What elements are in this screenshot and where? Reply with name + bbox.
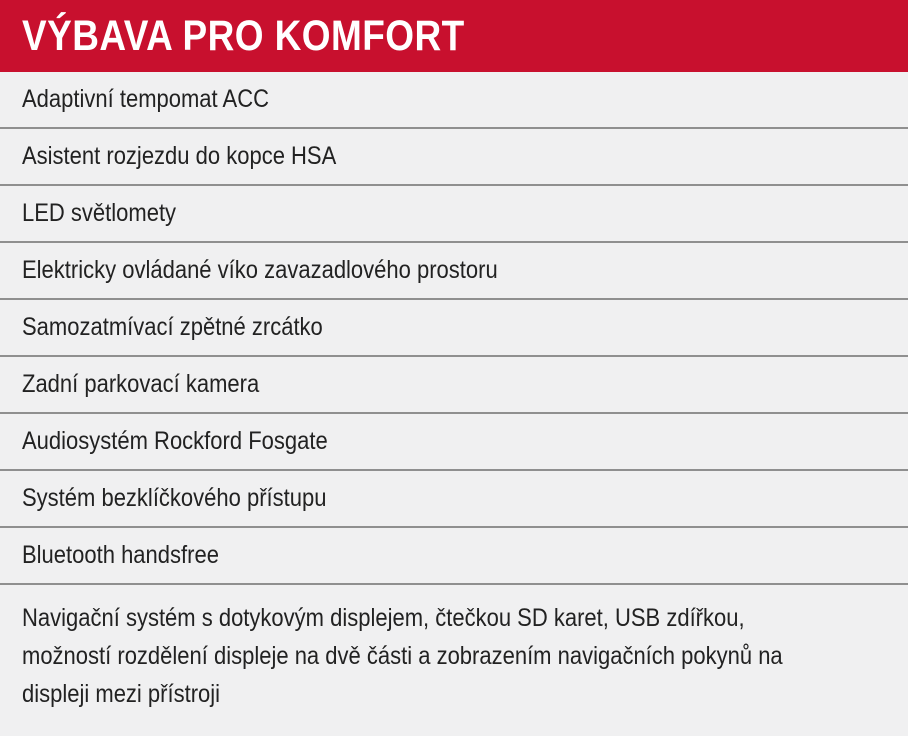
list-item — [0, 357, 908, 414]
equipment-list — [0, 72, 908, 713]
list-item-label: Systém bezklíčkového přístupu — [22, 484, 327, 512]
list-item-label: Samozatmívací zpětné zrcátko — [22, 313, 323, 341]
list-item — [0, 186, 908, 243]
list-item — [0, 585, 908, 713]
list-item — [0, 300, 908, 357]
list-item — [0, 528, 908, 585]
list-item-label: LED světlomety — [22, 199, 177, 227]
list-item — [0, 72, 908, 129]
list-item-label: Zadní parkovací kamera — [22, 370, 260, 398]
list-item-label: Adaptivní tempomat ACC — [22, 85, 270, 113]
list-item-label: Audiosystém Rockford Fosgate — [22, 427, 328, 455]
list-item-label: Bluetooth handsfree — [22, 541, 219, 569]
list-item-label: Asistent rozjezdu do kopce HSA — [22, 142, 337, 170]
list-item — [0, 243, 908, 300]
list-item-label: Elektricky ovládané víko zavazadlového prostoru — [22, 256, 498, 284]
list-item — [0, 129, 908, 186]
list-item — [0, 471, 908, 528]
list-item-label: Navigační systém s dotykovým displejem, čtečkou SD karet, USB zdířkou, možností rozdělení displeje na dvě části a zobrazením navigačních pokynů na displeji mezi přístroji — [22, 604, 783, 708]
panel-header — [0, 0, 908, 72]
panel-title: VÝBAVA PRO KOMFORT — [22, 11, 465, 60]
list-item — [0, 414, 908, 471]
